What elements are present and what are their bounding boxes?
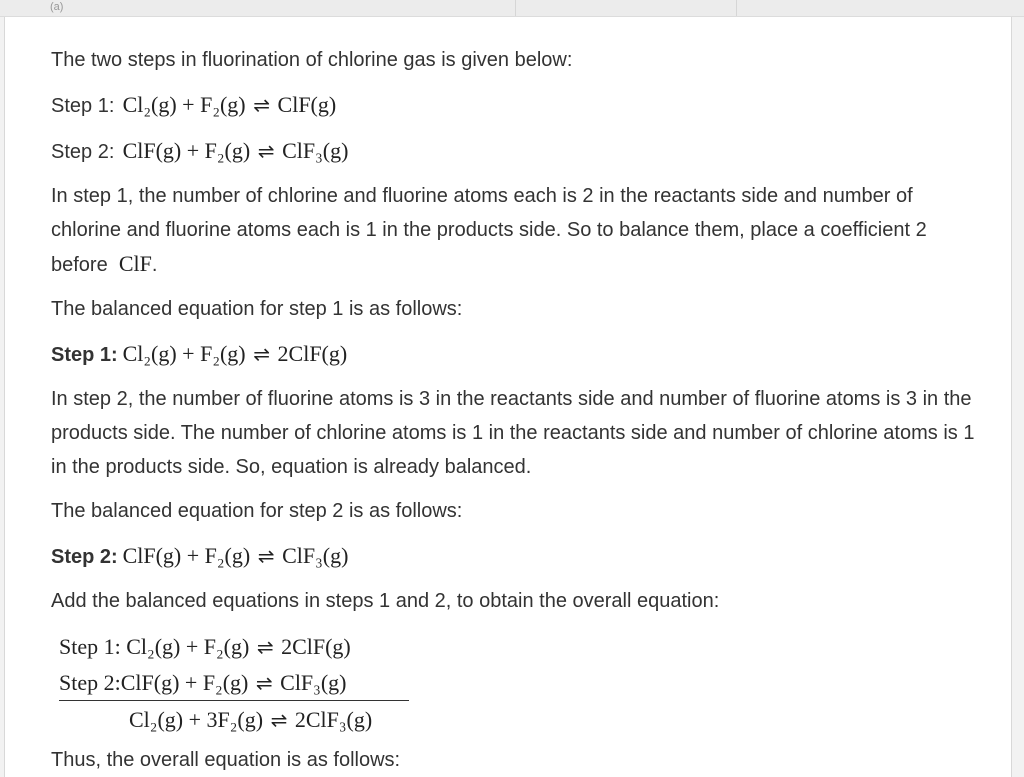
step2-left: ClF(g) + F₂(g) [122, 138, 251, 163]
balanced2-intro: The balanced equation for step 2 is as follows: [51, 500, 463, 522]
equilibrium-arrow: ⇌ [253, 344, 270, 366]
equation-sum [59, 628, 409, 739]
equilibrium-arrow: ⇌ [270, 710, 288, 732]
balanced1-intro: The balanced equation for step 1 is as follows: [51, 298, 463, 320]
step1-species: ClF [118, 251, 152, 276]
solution-panel [4, 17, 1012, 777]
sum-row-total [59, 701, 409, 739]
step1-left: Cl₂(g) + F₂(g) [122, 92, 246, 117]
sum-row-step1 [59, 628, 409, 666]
step1-explanation [51, 179, 981, 282]
sum-step2-right: ClF₃(g) [280, 670, 347, 695]
trailing-text: Thus, the overall equation is as follows: [51, 749, 401, 771]
step2-label: Step 2: [51, 141, 115, 163]
sum-step1-right: 2ClF(g) [281, 634, 351, 659]
top-bar [0, 0, 1024, 17]
step1-balanced-equation [51, 336, 981, 372]
step2-explanation: In step 2, the number of fluorine atoms is 3 in the reactants side and number of fluorine atoms is 3 in the products side. The number of chlorine atoms is 1 in the reactants side and number of chlorine atoms is 1 in the products side. So, equation is already balanced. [51, 388, 975, 478]
step1-equation [51, 87, 981, 123]
step1-label: Step 1: [51, 95, 115, 117]
solution-content [51, 43, 981, 771]
top-divider [736, 0, 737, 16]
step2-equation [51, 133, 981, 169]
sum-step2-left: ClF(g) + F₂(g) [120, 670, 249, 695]
step1-balanced-right: 2ClF(g) [277, 341, 348, 366]
sum-step1-left: Cl₂(g) + F₂(g) [126, 634, 250, 659]
top-divider [515, 0, 516, 16]
equilibrium-arrow: ⇌ [253, 95, 270, 117]
step1-balanced-label: Step 1: [51, 344, 118, 366]
intro-text: The two steps in fluorination of chlorine gas is given below: [51, 49, 573, 71]
sum-total-left: Cl₂(g) + 3F₂(g) [129, 707, 264, 732]
step2-balanced-left: ClF(g) + F₂(g) [122, 543, 251, 568]
sum-total-right: 2ClF₃(g) [294, 707, 373, 732]
equilibrium-arrow: ⇌ [257, 141, 275, 163]
section-label: (a) [50, 1, 64, 13]
sum-step1-label: Step 1: [59, 634, 121, 659]
step1-explanation-end: . [151, 254, 158, 276]
add-intro: Add the balanced equations in steps 1 and 2, to obtain the overall equation: [51, 590, 720, 612]
equilibrium-arrow: ⇌ [256, 637, 274, 659]
sum-step2-label: Step 2: [59, 670, 121, 695]
step1-balanced-left: Cl₂(g) + F₂(g) [122, 341, 246, 366]
step1-right: ClF(g) [277, 92, 337, 117]
equilibrium-arrow: ⇌ [257, 546, 275, 568]
step2-balanced-equation [51, 538, 981, 574]
step2-balanced-label: Step 2: [51, 546, 118, 568]
step2-right: ClF₃(g) [282, 138, 349, 163]
step2-balanced-right: ClF₃(g) [282, 543, 349, 568]
step1-explanation-text: In step 1, the number of chlorine and fluorine atoms each is 2 in the reactants side and number of chlorine and fluorine atoms each is 1 in the products side. So to balance them, place a coefficient 2 before [51, 185, 927, 276]
equilibrium-arrow: ⇌ [255, 673, 273, 695]
sum-row-step2 [59, 666, 409, 701]
